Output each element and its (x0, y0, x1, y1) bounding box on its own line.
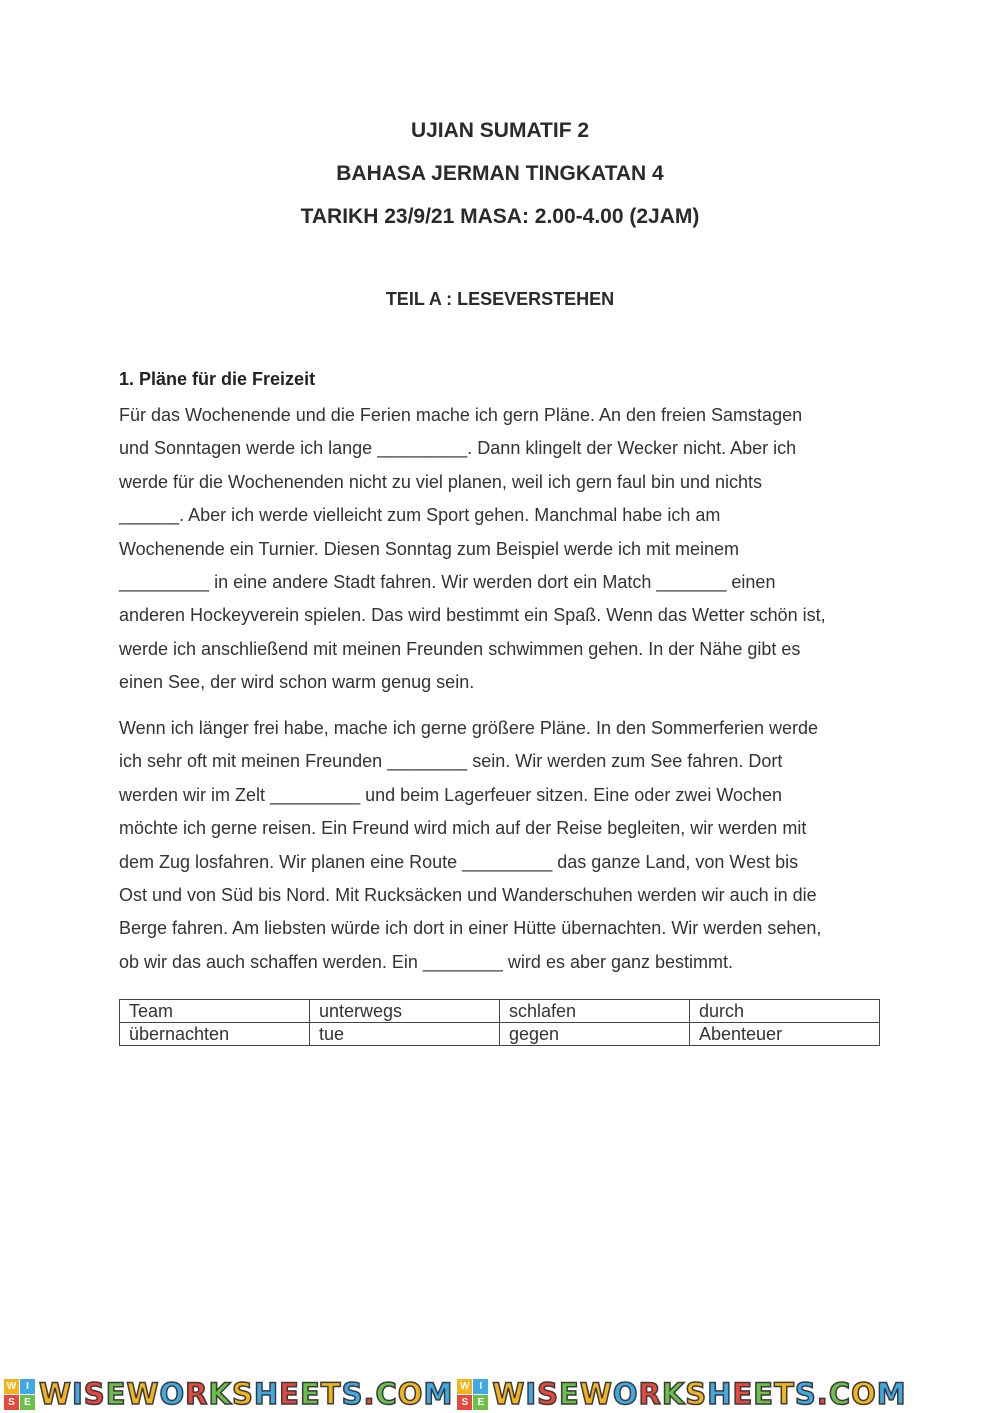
word-bank-row (120, 1023, 880, 1046)
badge-letter: S (457, 1395, 472, 1410)
text-line: ich sehr oft mit meinen Freunden ________ sein. Wir werden zum See fahren. Dort (119, 751, 783, 772)
brand-wordmark: WISEWORKSHEETS.COM (39, 1377, 454, 1411)
word-bank-row (120, 1000, 880, 1023)
word-bank-cell: Abenteuer (690, 1023, 880, 1046)
badge-letter: W (457, 1379, 472, 1394)
badge-letter: W (4, 1379, 19, 1394)
header-line-1: UJIAN SUMATIF 2 (410, 119, 590, 142)
text-line: ob wir das auch schaffen werden. Ein ________ wird es aber ganz bestimmt. (119, 951, 734, 972)
text-line: Ost und von Süd bis Nord. Mit Rucksäcken und Wanderschuhen werden wir auch in die (119, 884, 817, 905)
paragraph-2 (119, 712, 889, 979)
text-line: ______. Aber ich werde vielleicht zum Sport gehen. Manchmal habe ich am (119, 505, 721, 526)
word-bank-cell: Team (120, 1000, 310, 1023)
text-line: Berge fahren. Am liebsten würde ich dort in einer Hütte übernachten. Wir werden sehen, (119, 918, 822, 939)
badge-letter: E (473, 1395, 488, 1410)
word-bank-cell: übernachten (120, 1023, 310, 1046)
text-line: _________ in eine andere Stadt fahren. Wir werden dort ein Match _______ einen (119, 571, 776, 592)
word-bank-cell: durch (690, 1000, 880, 1023)
header-line-2: BAHASA JERMAN TINGKATAN 4 (336, 162, 664, 185)
word-bank-cell: unterwegs (310, 1000, 500, 1023)
text-line: werde für die Wochenenden nicht zu viel planen, weil ich gern faul bin und nichts (119, 471, 763, 492)
word-bank-table (119, 999, 880, 1046)
text-line: einen See, der wird schon warm genug sein. (119, 672, 475, 693)
badge-letter: S (4, 1395, 19, 1410)
header-line-3: TARIKH 23/9/21 MASA: 2.00-4.00 (2JAM) (300, 205, 700, 228)
text-line: Für das Wochenende und die Ferien mache ich gern Pläne. An den freien Samstagen (119, 405, 803, 425)
text-line: dem Zug losfahren. Wir planen eine Route _________ das ganze Land, von West bis (119, 851, 799, 872)
badge-letter: I (20, 1379, 35, 1394)
brand-badge-icon (457, 1379, 488, 1410)
text-line: und Sonntagen werde ich lange _________. Dann klingelt der Wecker nicht. Aber ich (119, 438, 797, 459)
word-bank-cell: schlafen (500, 1000, 690, 1023)
word-bank-cell: tue (310, 1023, 500, 1046)
text-line: anderen Hockeyverein spielen. Das wird bestimmt ein Spaß. Wenn das Wetter schön ist, (119, 605, 826, 626)
paragraph-1 (119, 399, 889, 700)
text-line: möchte ich gerne reisen. Ein Freund wird mich auf der Reise begleiten, wir werden mit (119, 818, 807, 839)
brand-logo (457, 1377, 906, 1411)
text-line: Wenn ich länger frei habe, mache ich gerne größere Pläne. In den Sommerferien werde (119, 718, 819, 738)
text-line: werden wir im Zelt _________ und beim Lagerfeuer sitzen. Eine oder zwei Wochen (119, 784, 783, 805)
footer-watermark (0, 1375, 1000, 1413)
badge-letter: I (473, 1379, 488, 1394)
exercise-title: 1. Pläne für die Freizeit (119, 369, 316, 389)
section-title: TEIL A : LESEVERSTEHEN (385, 289, 615, 309)
brand-wordmark: WISEWORKSHEETS.COM (492, 1377, 907, 1411)
badge-letter: E (20, 1395, 35, 1410)
text-line: werde ich anschließend mit meinen Freunden schwimmen gehen. In der Nähe gibt es (119, 638, 801, 659)
brand-badge-icon (4, 1379, 35, 1410)
text-line: Wochenende ein Turnier. Diesen Sonntag zum Beispiel werde ich mit meinem (119, 538, 739, 559)
brand-logo (4, 1377, 453, 1411)
word-bank-cell: gegen (500, 1023, 690, 1046)
